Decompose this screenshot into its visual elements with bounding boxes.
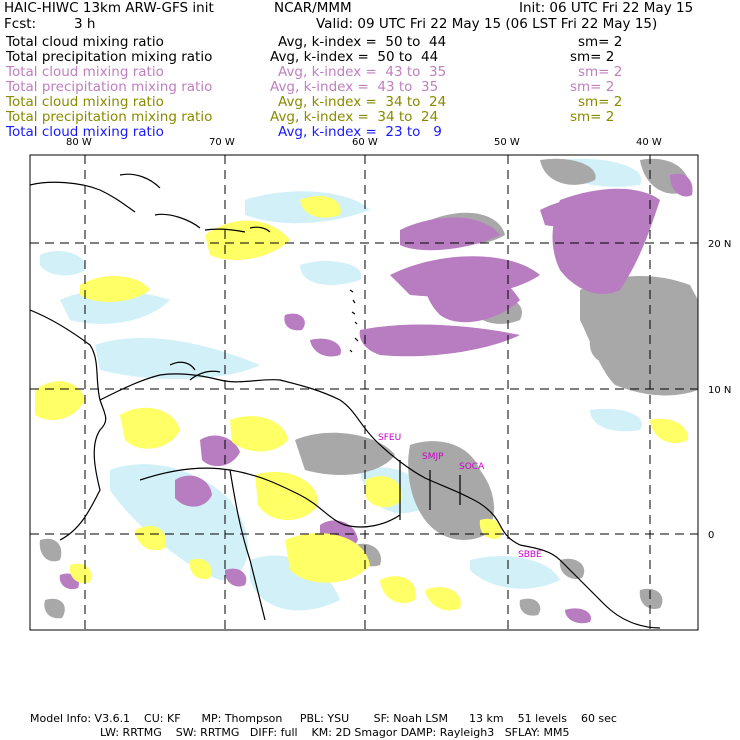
legend-row-avg: Avg, k-index = 34 to 24 xyxy=(270,109,439,125)
lat-label: 10 N xyxy=(708,385,732,396)
lat-label: 20 N xyxy=(708,239,732,250)
legend-row-sm: sm= 2 xyxy=(570,109,615,125)
legend-row-avg: Avg, k-index = 43 to 35 xyxy=(270,79,439,95)
latitude-labels xyxy=(708,239,731,541)
legend-row-avg: Avg, k-index = 50 to 44 xyxy=(278,34,447,50)
legend-row-avg: Avg, k-index = 23 to 9 xyxy=(278,124,442,140)
lon-label: 80 W xyxy=(66,137,92,148)
legend-row-sm: sm= 2 xyxy=(570,49,615,65)
station-label: SFEU xyxy=(378,433,402,443)
organization: NCAR/MMM xyxy=(274,0,352,16)
lon-label: 40 W xyxy=(636,137,662,148)
model-info-line1: Model Info: V3.6.1 CU: KF MP: Thompson PBL: YSU SF: Noah LSM 13 km 51 levels 60 sec xyxy=(30,712,617,725)
forecast-hour: 3 h xyxy=(74,16,96,32)
legend-row-name: Total precipitation mixing ratio xyxy=(6,79,213,95)
station-label: SMJP xyxy=(422,452,444,462)
longitude-labels xyxy=(66,137,662,148)
legend-row-avg: Avg, k-index = 43 to 35 xyxy=(278,64,447,80)
station-label: SBBE xyxy=(518,550,542,560)
model-info-line2: LW: RRTMG SW: RRTMG DIFF: full KM: 2D Smagor DAMP: Rayleigh3 SFLAY: MM5 xyxy=(100,726,570,739)
lat-label: 0 xyxy=(708,530,715,541)
legend-row-name: Total precipitation mixing ratio xyxy=(6,49,213,65)
legend-row-sm: sm= 2 xyxy=(578,34,623,50)
legend-row-name: Total cloud mixing ratio xyxy=(6,124,164,140)
init-time: Init: 06 UTC Fri 22 May 15 xyxy=(519,0,694,16)
legend-row-name: Total cloud mixing ratio xyxy=(6,34,164,50)
legend-row-sm: sm= 2 xyxy=(578,64,623,80)
legend-row-sm: sm= 2 xyxy=(578,94,623,110)
lon-label: 70 W xyxy=(209,137,235,148)
run-title: HAIC-HIWC 13km ARW-GFS init xyxy=(4,0,214,16)
legend-row-sm: sm= 2 xyxy=(570,79,615,95)
station-label: SOCA xyxy=(459,462,485,472)
forecast-label: Fcst: xyxy=(4,16,37,32)
legend-row-avg: Avg, k-index = 34 to 24 xyxy=(278,94,447,110)
lon-label: 50 W xyxy=(494,137,520,148)
legend-row-name: Total cloud mixing ratio xyxy=(6,94,164,110)
legend-row-avg: Avg, k-index = 50 to 44 xyxy=(270,49,439,65)
lon-label: 60 W xyxy=(352,137,378,148)
legend-row-name: Total cloud mixing ratio xyxy=(6,64,164,80)
legend-row-name: Total precipitation mixing ratio xyxy=(6,109,213,125)
valid-time: Valid: 09 UTC Fri 22 May 15 (06 LST Fri 22 May 15) xyxy=(316,16,658,32)
